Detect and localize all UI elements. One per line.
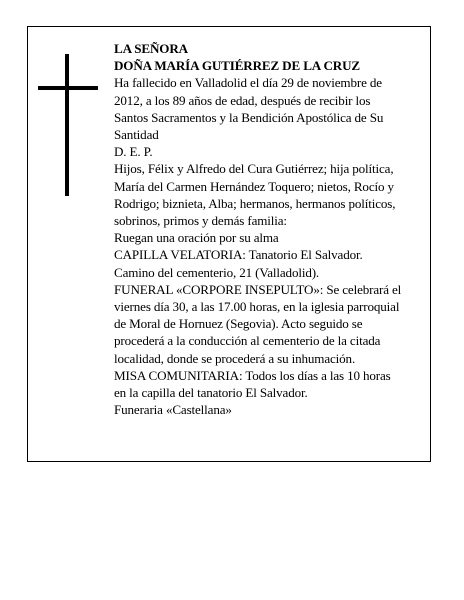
notice-line: Santidad	[114, 127, 159, 143]
notice-line: Hijos, Félix y Alfredo del Cura Gutiérrez; hija política,	[114, 161, 394, 177]
obituary-text	[114, 40, 430, 418]
notice-line: sobrinos, primos y demás familia:	[114, 213, 287, 229]
notice-line: procederá a la conducción al cementerio de la citada	[114, 333, 381, 349]
notice-line: Ha fallecido en Valladolid el día 29 de noviembre de	[114, 75, 382, 91]
notice-line: Rodrigo; biznieta, Alba; hermanos, hermanos políticos,	[114, 195, 396, 211]
notice-line: María del Carmen Hernández Toquero; nietos, Rocío y	[114, 178, 394, 194]
notice-line: de Moral de Hornuez (Segovia). Acto seguido se	[114, 316, 363, 332]
notice-line: Santos Sacramentos y la Bendición Apostólica de Su	[114, 109, 384, 125]
notice-line: en la capilla del tanatorio El Salvador.	[114, 385, 308, 401]
notice-line: localidad, donde se procederá a su inhumación.	[114, 350, 356, 366]
mass-info: MISA COMUNITARIA: Todos los días a las 10 horas	[114, 367, 391, 383]
cross-vertical-bar	[65, 54, 69, 196]
chapel-info: CAPILLA VELATORIA: Tanatorio El Salvador.	[114, 247, 363, 263]
funeral-info: FUNERAL «CORPORE INSEPULTO»: Se celebrará el	[114, 281, 402, 297]
rip-line: D. E. P.	[114, 144, 153, 160]
notice-line: 2012, a los 89 años de edad, después de recibir los	[114, 92, 371, 108]
deceased-name: DOÑA MARÍA GUTIÉRREZ DE LA CRUZ	[114, 58, 360, 74]
chapel-address: Camino del cementerio, 21 (Valladolid).	[114, 264, 320, 280]
cross-horizontal-bar	[38, 86, 98, 90]
funeral-home: Funeraria «Castellana»	[114, 402, 232, 418]
cross-icon	[38, 54, 98, 196]
notice-line: viernes día 30, a las 17.00 horas, en la iglesia parroquial	[114, 299, 400, 315]
prayer-request: Ruegan una oración por su alma	[114, 230, 279, 246]
honorific: LA SEÑORA	[114, 41, 188, 56]
